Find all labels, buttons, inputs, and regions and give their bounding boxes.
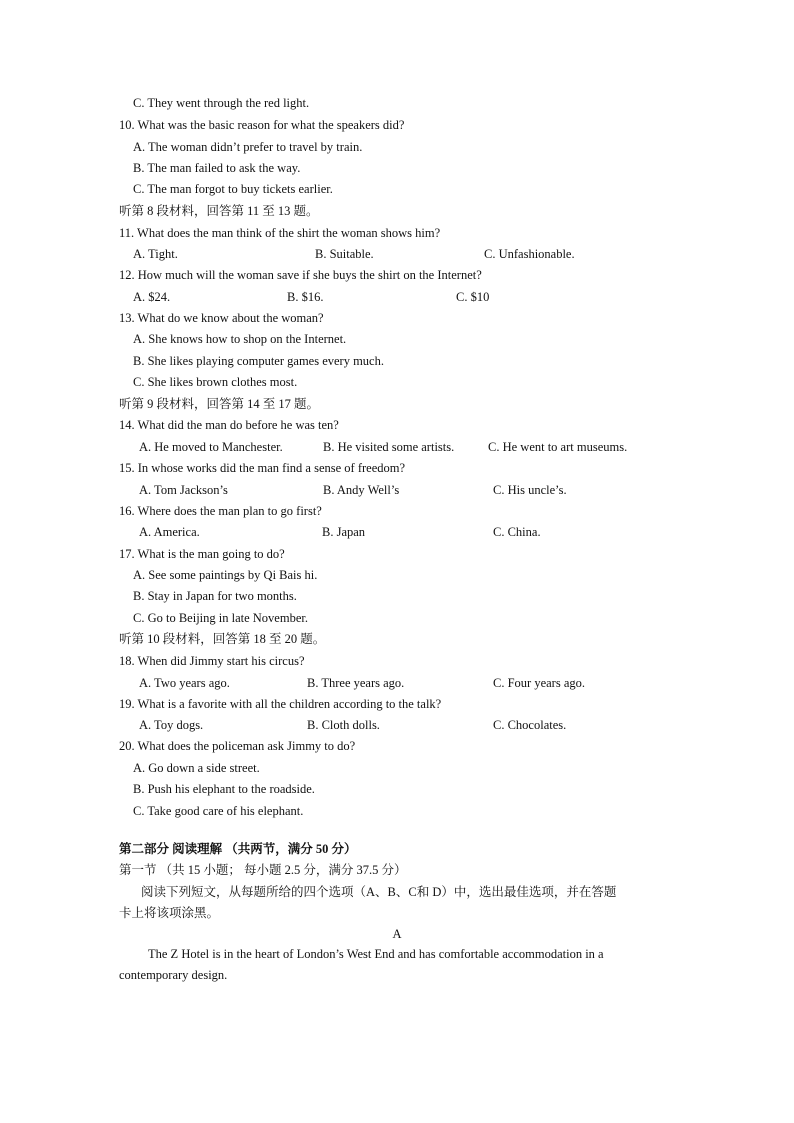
option-a-q11: A. Tight. — [133, 247, 178, 261]
question-17: 17. What is the man going to do? — [119, 547, 285, 561]
option-b-q12: B. $16. — [287, 290, 324, 304]
option-a-q17: A. See some paintings by Qi Bais hi. — [133, 568, 318, 582]
option-c-q11: C. Unfashionable. — [484, 247, 575, 261]
passage-line-1: The Z Hotel is in the heart of London’s West End and has comfortable accommodation in a — [148, 947, 604, 961]
option-a-q19: A. Toy dogs. — [139, 718, 204, 732]
option-c-q16: C. China. — [493, 525, 541, 539]
part-2-heading: 第二部分 阅读理解 （共两节，满分 50 分） — [119, 842, 357, 856]
question-19: 19. What is a favorite with all the children according to the talk? — [119, 697, 442, 711]
instructions-line-2: 卡上将该项涂黑。 — [119, 906, 220, 920]
instructions-line-1: 阅读下列短文，从每题所给的四个选项（A、B、C和 D）中，选出最佳选项，并在答题 — [141, 885, 617, 899]
question-11: 11. What does the man think of the shirt the woman shows him? — [119, 226, 441, 240]
option-c-q13: C. She likes brown clothes most. — [133, 375, 298, 389]
section-8-heading: 听第 8 段材料，回答第 11 至 13 题。 — [119, 204, 319, 218]
option-b-q14: B. He visited some artists. — [323, 440, 455, 454]
option-b-q10: B. The man failed to ask the way. — [133, 161, 301, 175]
option-a-q18: A. Two years ago. — [139, 676, 230, 690]
option-c-q14: C. He went to art museums. — [488, 440, 628, 454]
question-16: 16. Where does the man plan to go first? — [119, 504, 322, 518]
option-c-q12: C. $10 — [456, 290, 490, 304]
passage-label: A — [392, 927, 402, 941]
option-c-q15: C. His uncle’s. — [493, 483, 567, 497]
option-b-q11: B. Suitable. — [315, 247, 374, 261]
option-c-q18: C. Four years ago. — [493, 676, 585, 690]
question-12: 12. How much will the woman save if she buys the shirt on the Internet? — [119, 268, 482, 282]
option-b-q19: B. Cloth dolls. — [307, 718, 380, 732]
option-b-q16: B. Japan — [322, 525, 366, 539]
option-c-q19: C. Chocolates. — [493, 718, 567, 732]
question-15: 15. In whose works did the man find a sense of freedom? — [119, 461, 406, 475]
option-c-q9: C. They went through the red light. — [133, 96, 310, 110]
question-18: 18. When did Jimmy start his circus? — [119, 654, 305, 668]
option-a-q16: A. America. — [139, 525, 200, 539]
option-a-q13: A. She knows how to shop on the Internet. — [133, 332, 347, 346]
question-10: 10. What was the basic reason for what the speakers did? — [119, 118, 405, 132]
option-a-q20: A. Go down a side street. — [133, 761, 260, 775]
passage-line-2: contemporary design. — [119, 968, 228, 982]
option-a-q15: A. Tom Jackson’s — [139, 483, 228, 497]
option-c-q20: C. Take good care of his elephant. — [133, 804, 304, 818]
option-b-q13: B. She likes playing computer games every much. — [133, 354, 384, 368]
option-c-q10: C. The man forgot to buy tickets earlier. — [133, 182, 333, 196]
option-b-q20: B. Push his elephant to the roadside. — [133, 782, 315, 796]
option-a-q14: A. He moved to Manchester. — [139, 440, 283, 454]
question-14: 14. What did the man do before he was ten? — [119, 418, 339, 432]
section-1-heading: 第一节 （共 15 小题； 每小题 2.5 分，满分 37.5 分） — [119, 863, 407, 877]
option-b-q18: B. Three years ago. — [307, 676, 405, 690]
option-b-q15: B. Andy Well’s — [323, 483, 400, 497]
section-10-heading: 听第 10 段材料，回答第 18 至 20 题。 — [119, 632, 326, 646]
option-a-q10: A. The woman didn’t prefer to travel by train. — [133, 140, 363, 154]
question-13: 13. What do we know about the woman? — [119, 311, 324, 325]
option-a-q12: A. $24. — [133, 290, 171, 304]
question-20: 20. What does the policeman ask Jimmy to do? — [119, 739, 356, 753]
section-9-heading: 听第 9 段材料，回答第 14 至 17 题。 — [119, 397, 320, 411]
option-b-q17: B. Stay in Japan for two months. — [133, 589, 297, 603]
option-c-q17: C. Go to Beijing in late November. — [133, 611, 308, 625]
